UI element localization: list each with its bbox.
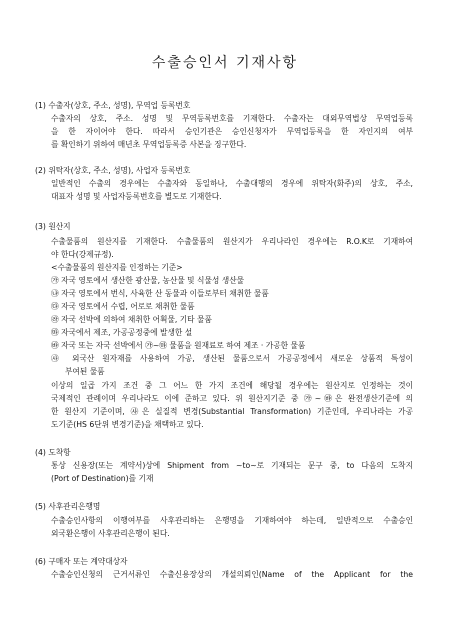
section-2-text: 대표자 성명 및 사업자등록번호를 별도로 기재한다. <box>51 192 222 201</box>
section-3-text: 한 원산지 기준이며, ㉴은 실질적 변경(Substantial Transformation) 기준인데, 우리나라는 가공 <box>51 407 413 416</box>
section-2-heading: (2) 위탁자(상호, 주소, 성명), 사업자 등록번호 <box>35 166 191 175</box>
origin-criterion: ㉱ 자국 선박에 의하여 채취한 어획물, 기타 물품 <box>51 315 212 324</box>
section-5-text: 외국환은행이 사후관리은행이 된다. <box>51 529 170 538</box>
section-3-text: 국제적인 관례이며 우리나라도 이에 준하고 있다. 위 원산지기준 중 ㉮~㉳은 완전생산기준에 의 <box>51 394 413 403</box>
origin-criterion: ㉯ 자국 영토에서 번식, 사육한 산 동물과 이들로부터 채취한 물품 <box>51 289 269 298</box>
origin-criterion: ㉮ 자국 영토에서 생산한 광산물, 농산물 및 식물성 생산물 <box>51 276 245 285</box>
section-6-text: 수출승인신청의 근거서류인 수출신용장상의 개설의뢰인(Name of the Applicant for the <box>51 570 413 579</box>
section-5-heading: (5) 사후관리은행명 <box>35 502 101 511</box>
origin-criterion: ㉳ 자국 또는 자국 선박에서 ㉮~㉲ 물품을 원재료로 하여 제조 · 가공한 물품 <box>51 341 306 350</box>
origin-criteria-heading: <수출물품의 원산지를 인정하는 기준> <box>51 263 183 272</box>
section-1-text: 수출자의 상호, 주소. 성명 및 무역등록번호를 기재한다. 수출자는 대외무역법상 무역업등록 <box>51 114 413 123</box>
section-4-heading: (4) 도착항 <box>35 448 71 457</box>
section-6-heading: (6) 구매자 또는 계약대상자 <box>35 557 128 566</box>
section-3-heading: (3) 원산지 <box>35 222 71 231</box>
section-5-text: 수출승인사항의 이행여부를 사후관리하는 은행명을 기재하여야 하는데, 일반적으로 수출승인 <box>51 516 413 525</box>
section-1-text: 을 한 자이어야 한다. 따라서 승인기관은 승인신청자가 무역업등록을 한 자인지의 여부 <box>51 127 413 136</box>
origin-criterion: ㉴ 외국산 원자재를 사용하여 가공, 생산된 물품으로서 가공공정에서 새로운 상품적 특성이 <box>51 354 413 363</box>
origin-criterion: 부여된 물품 <box>65 367 105 376</box>
section-1-heading: (1) 수출자(상호, 주소, 성명), 무역업 등록번호 <box>35 101 191 110</box>
section-4-text: 통상 신용장(또는 계약서)상에 Shipment from ~to~로 기재되는 문구 중, to 다음의 도착지 <box>51 461 413 470</box>
section-3-text: 야 한다(강제규정). <box>51 250 114 259</box>
section-3-text: 이상의 일곱 가지 조건 중 그 어느 한 가지 조건에 해당될 경우에는 원산지로 인정하는 것이 <box>51 381 413 390</box>
section-1-text: 를 확인하기 위하여 매년초 무역업등록증 사본을 징구한다. <box>51 140 247 149</box>
document-title: 수출승인서 기재사항 <box>151 55 299 71</box>
origin-criterion: ㉲ 자국에서 제조, 가공공정중에 발생한 설 <box>51 328 193 337</box>
origin-criterion: ㉰ 자국 영토에서 수렵, 어로로 채취한 물품 <box>51 302 195 311</box>
section-2-text: 일반적인 수출의 경우에는 수출자와 동일하나, 수출대행의 경우에 위탁자(화주)의 상호, 주소, <box>51 179 413 188</box>
section-3-text: 수출물품의 원산지를 기재한다. 수출물품의 원산지가 우리나라인 경우에는 R.O.K로 기재하여 <box>51 237 413 246</box>
section-3-text: 도기준(HS 6단위 변경기준)을 채택하고 있다. <box>51 420 204 429</box>
section-4-text: (Port of Destination)를 기재 <box>51 474 154 483</box>
